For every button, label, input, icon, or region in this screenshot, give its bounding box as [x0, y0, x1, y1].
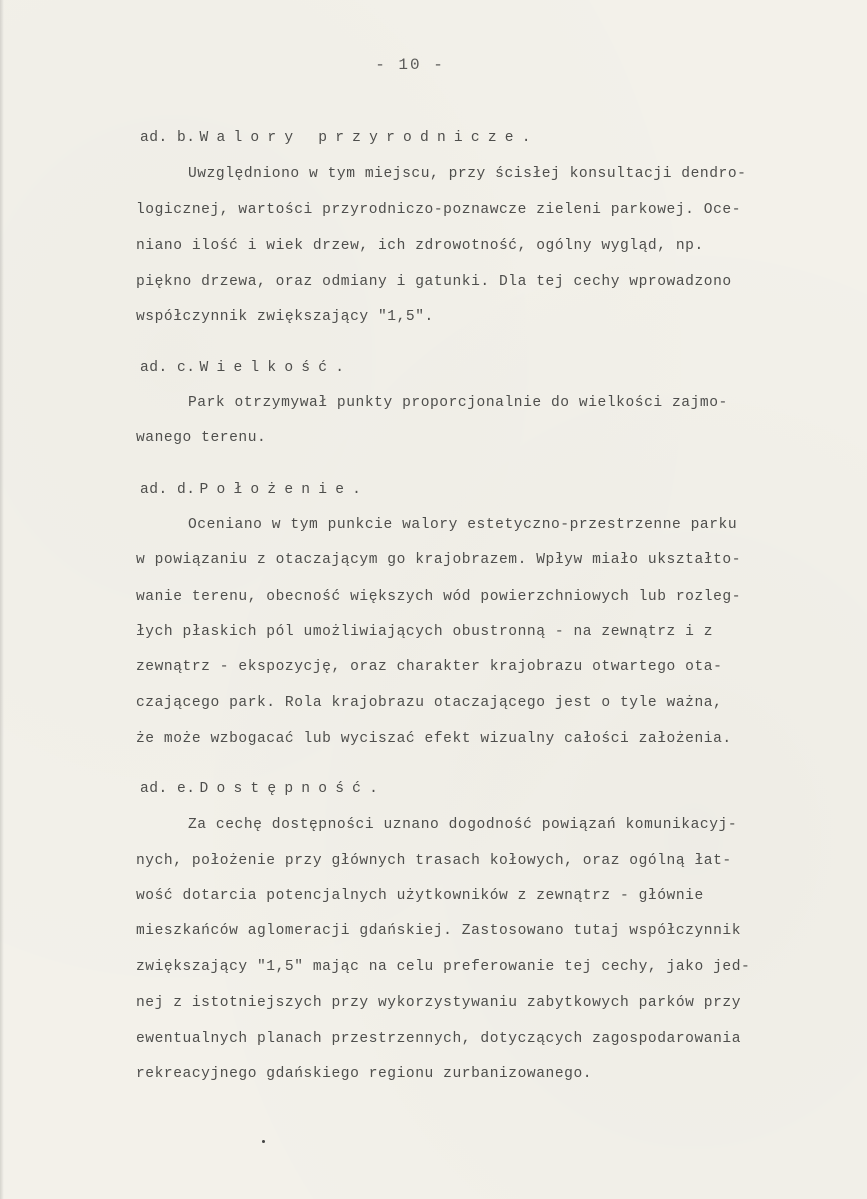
section-title: Położenie.	[199, 482, 370, 498]
text-line: wanego terenu.	[136, 430, 267, 446]
text-line: Park otrzymywał punkty proporcjonalnie do wielkości zajmo-	[188, 395, 728, 411]
text-line: nej z istotniejszych przy wykorzystywaniu zabytkowych parków przy	[136, 995, 741, 1011]
text-line: w powiązaniu z otaczającym go krajobrazem. Wpływ miało ukształto-	[136, 552, 741, 568]
section-title: Walory przyrodnicze.	[199, 130, 539, 146]
text-line: współczynnik zwiększający "1,5".	[136, 309, 434, 325]
section-heading-b	[140, 128, 539, 148]
text-line: rekreacyjnego gdańskiego regionu zurbanizowanego.	[136, 1066, 593, 1082]
text-line: mieszkańców aglomeracji gdańskiej. Zastosowano tutaj współczynnik	[136, 923, 741, 939]
section-title: Wielkość.	[199, 360, 353, 376]
section-heading-d	[140, 480, 369, 500]
section-prefix: ad. b.	[140, 130, 196, 146]
text-line: niano ilość i wiek drzew, ich zdrowotność, ogólny wygląd, np.	[136, 238, 704, 254]
section-heading-c	[140, 358, 352, 378]
text-line: Oceniano w tym punkcie walory estetyczno-przestrzenne parku	[188, 517, 738, 533]
section-heading-e	[140, 779, 386, 799]
scan-edge-shadow	[0, 0, 4, 1199]
text-line: że może wzbogacać lub wyciszać efekt wizualny całości założenia.	[136, 731, 732, 747]
scan-speck	[262, 1140, 265, 1143]
text-line: łych płaskich pól umożliwiających obustronną - na zewnątrz i z	[136, 624, 714, 640]
section-prefix: ad. d.	[140, 482, 196, 498]
text-line: nych, położenie przy głównych trasach kołowych, oraz ogólną łat-	[136, 853, 732, 869]
text-line: wanie terenu, obecność większych wód powierzchniowych lub rozleg-	[136, 589, 741, 605]
section-prefix: ad. c.	[140, 360, 196, 376]
text-line: zwiększający "1,5" mając na celu preferowanie tej cechy, jako jed-	[136, 959, 751, 975]
text-line: Za cechę dostępności uznano dogodność powiązań komunikacyj-	[188, 817, 738, 833]
text-line: logicznej, wartości przyrodniczo-poznawcze zieleni parkowej. Oce-	[136, 202, 741, 218]
section-title: Dostępność.	[199, 781, 387, 797]
text-line: piękno drzewa, oraz odmiany i gatunki. Dla tej cechy wprowadzono	[136, 274, 732, 290]
text-line: czającego park. Rola krajobrazu otaczającego jest o tyle ważna,	[136, 695, 723, 711]
text-line: wość dotarcia potencjalnych użytkowników z zewnątrz - głównie	[136, 888, 704, 904]
text-line: zewnątrz - ekspozycję, oraz charakter krajobrazu otwartego ota-	[136, 659, 723, 675]
text-line: Uwzględniono w tym miejscu, przy ścisłej konsultacji dendro-	[188, 166, 747, 182]
section-prefix: ad. e.	[140, 781, 196, 797]
page-number: - 10 -	[375, 56, 445, 74]
text-line: ewentualnych planach przestrzennych, dotyczących zagospodarowania	[136, 1031, 741, 1047]
